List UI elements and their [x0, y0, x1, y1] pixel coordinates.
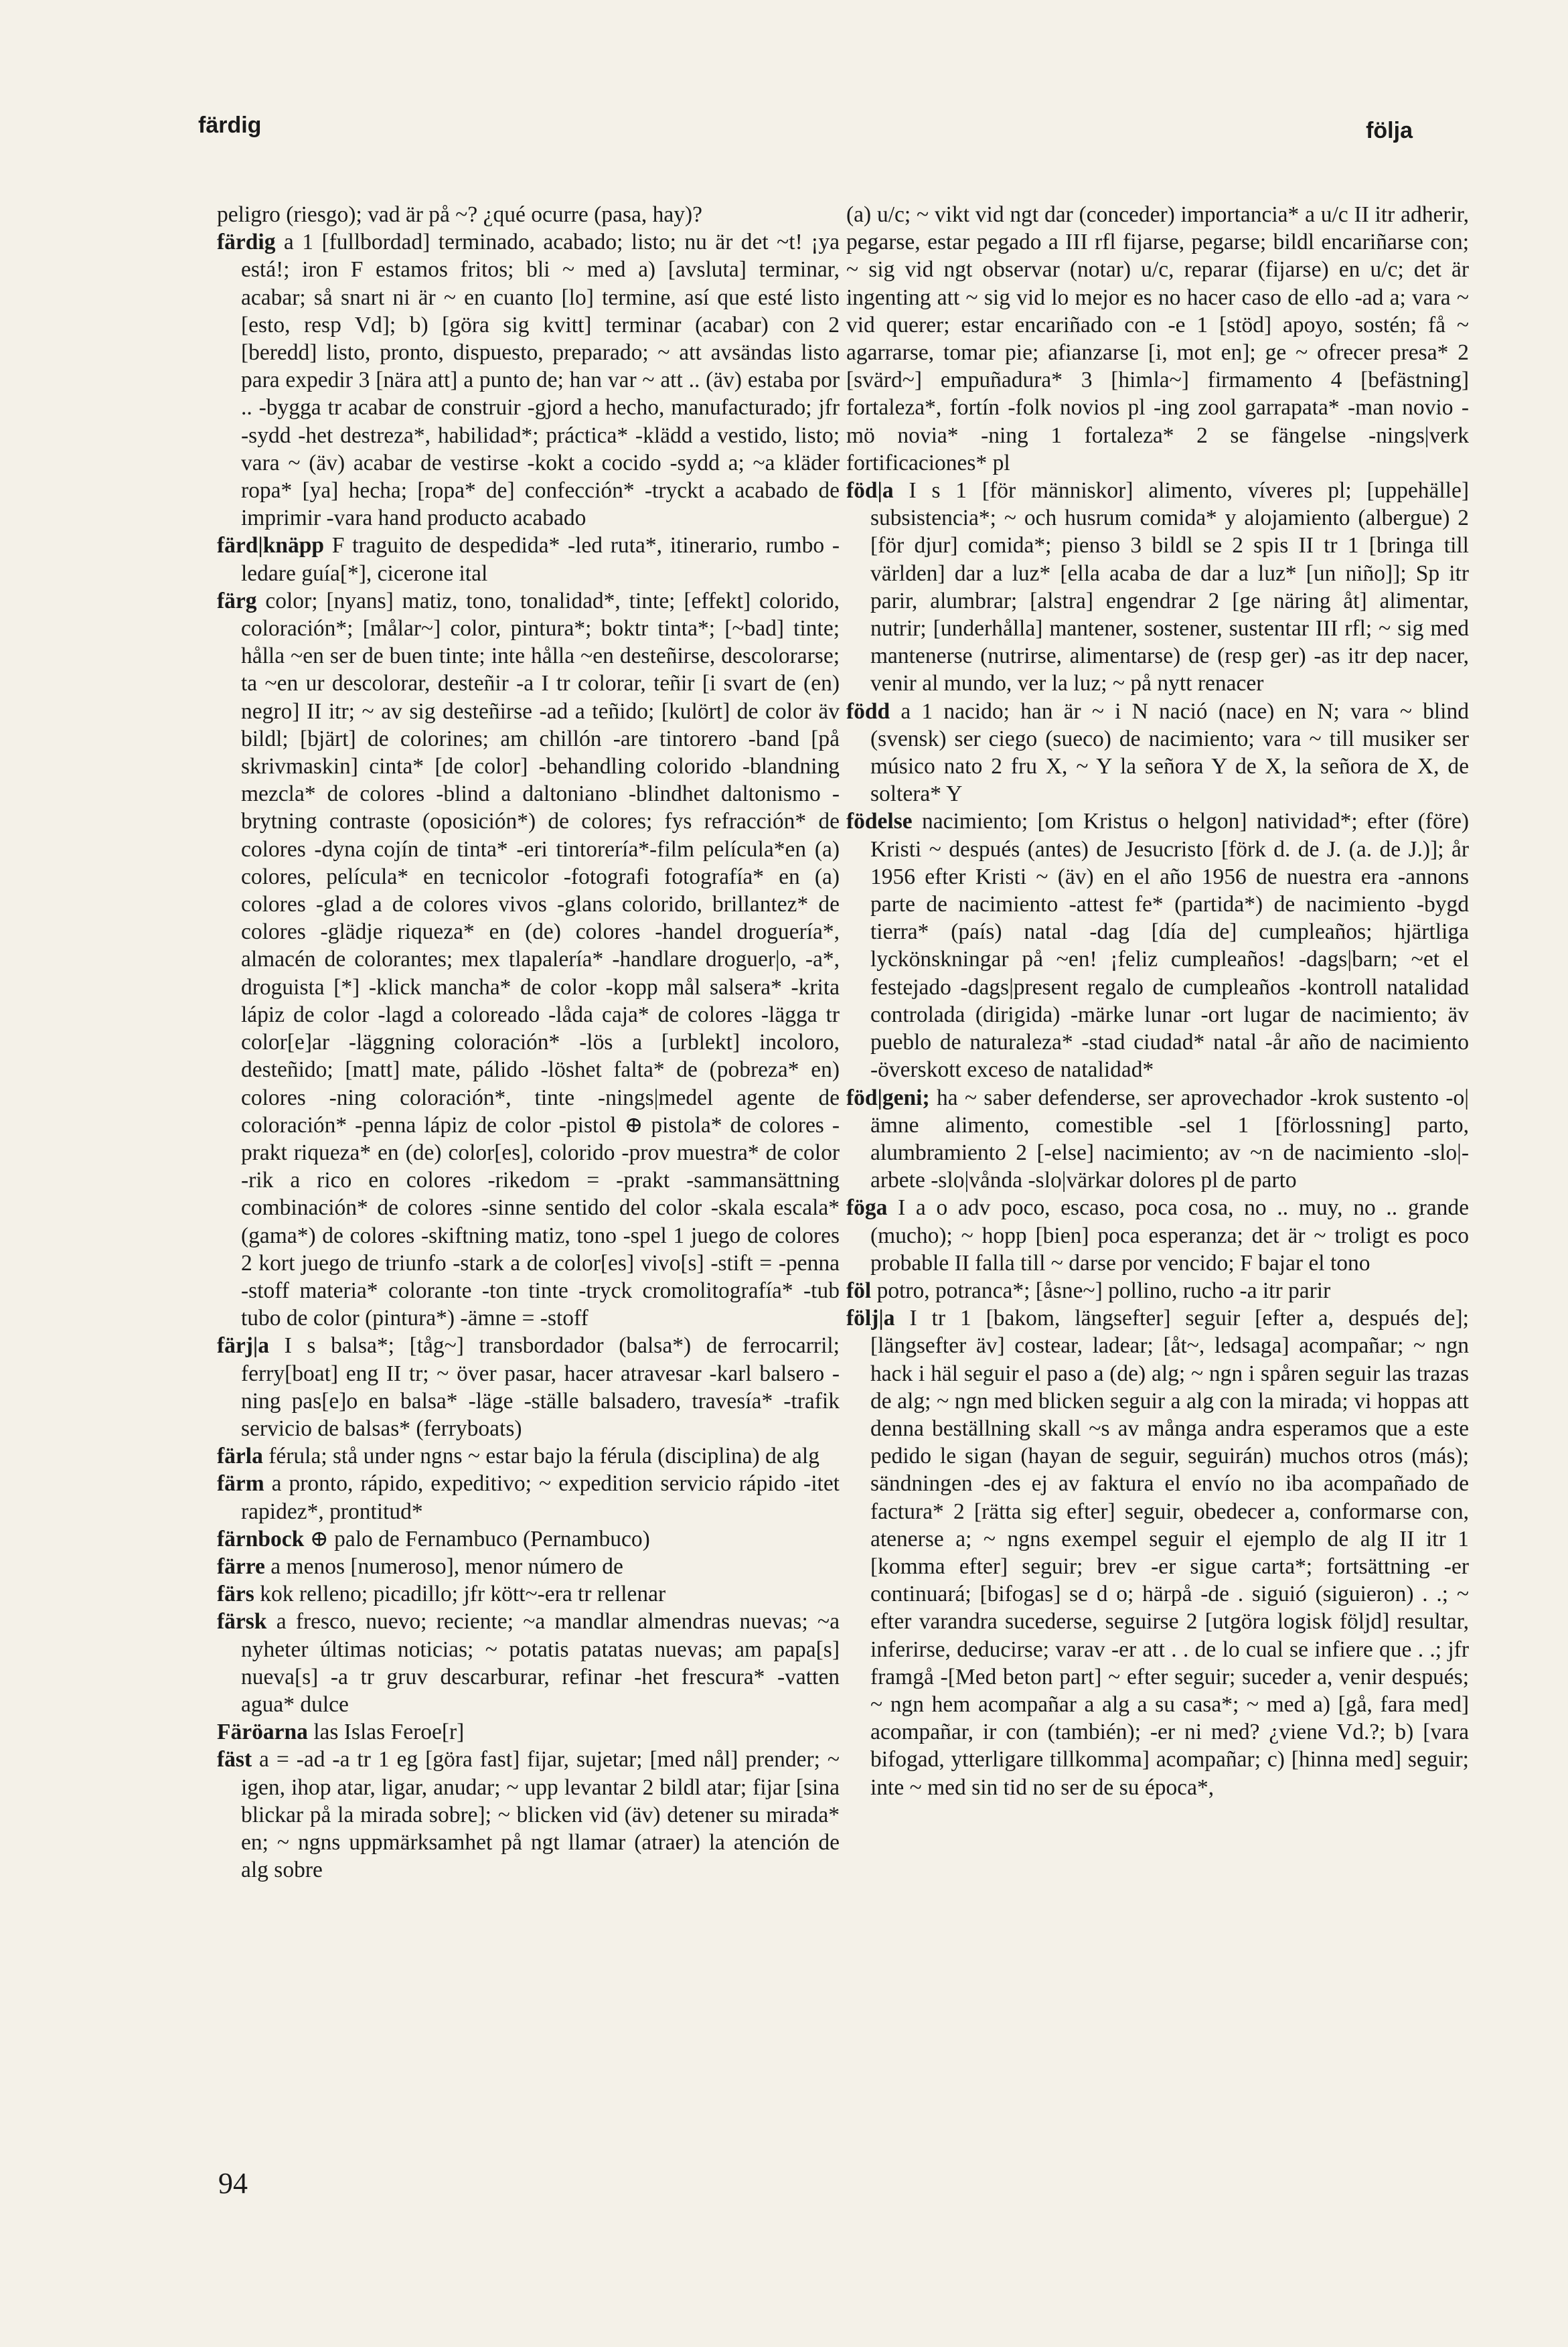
dictionary-entry: föd|geni; ha ~ saber defenderse, ser aprovechador -krok sustento -o|ämne alimento, comestible -sel 1 [förlossning] parto, alumbramiento 2 [-else] nacimiento; av ~n de nacimiento -slo|-arbete -slo|vånda -slo|värkar dolores pl de parto [846, 1085, 1469, 1193]
headword: färsk [217, 1609, 267, 1635]
headword: föd|a [846, 478, 894, 504]
headword: färg [217, 588, 257, 613]
headword: föga [846, 1195, 888, 1221]
dictionary-entry: färg color; [nyans] matiz, tono, tonalidad*, tinte; [effekt] colorido, coloración*; [målar~] color, pintura*; boktr tinta*; [~bad] tinte; hålla ~en ser de buen tinte; inte hålla ~en desteñirse, descolorarse; ta ~en ur descolorar, desteñir -a I tr colorar, teñir [i svart de (en) negro] II itr; ~ av sig desteñirse -ad a teñido; [kulört] de color äv bildl; [bjärt] de colorines; am chillón -are tintorero -band [på skrivmaskin] cinta* [de color] -behandling colorido -blandning mezcla* de colores -blind a daltoniano -blindhet daltonismo -brytning contraste (oposición*) de colores; fys refracción* de colores -dyna cojín de tinta* -eri tintorería*-film película*en (a) colores, película* en tecnicolor -fotografi fotografía* en (a) colores -glad a de colores vivos -glans colorido, brillantez* de colores -glädje riqueza* en (de) colores -handel droguería*, almacén de colorantes; mex tlapalería* -handlare droguer|o, -a*, droguista [*] -klick mancha* de color -kopp mål salsera* -krita lápiz de color -lagd a coloreado -låda caja* de colores -lägga tr color[e]ar -läggning coloración* -lös a [urblekt] incoloro, desteñido; [matt] mate, pálido -löshet falta* de (pobreza* en) colores -ning coloración*, tinte -nings|medel agente de coloración* -penna lápiz de color -pistol ⊕ pistola* de colores -prakt riqueza* en (de) color[es], colorido -prov muestra* de color -rik a rico en colores -rikedom = -prakt -sammansättning combinación* de colores -sinne sentido del color -skala escala* (gama*) de colores -skiftning matiz, tono -spel 1 juego de colores 2 kort juego de triunfo -stark a de color[es] vivo[s] -stift = -penna -stoff materia* colorante -ton tinte -tryck cromolitografía* -tub tubo de color (pintura*) -ämne = -stoff [217, 588, 840, 1331]
left-column [217, 201, 840, 1884]
dictionary-entry: färsk a fresco, nuevo; reciente; ~a mandlar almendras nuevas; ~a nyheter últimas noticias; ~ potatis patatas nuevas; am papa[s] nueva[s] -a tr gruv descarburar, refinar -het frescura* -vatten agua* dulce [217, 1609, 840, 1717]
dictionary-entry: färm a pronto, rápido, expeditivo; ~ expedition servicio rápido -itet rapidez*, prontitud* [217, 1471, 840, 1524]
page-number: 94 [218, 2167, 248, 2200]
running-head-left: färdig [198, 112, 262, 138]
headword: färs [217, 1582, 254, 1607]
headword: följ|a [846, 1306, 895, 1331]
dictionary-entry: färla férula; stå under ngns ~ estar bajo la férula (disciplina) de alg [217, 1444, 819, 1469]
dictionary-entry: född a 1 nacido; han är ~ i N nació (nace) en N; vara ~ blind (svensk) ser ciego (sueco) de nacimiento; vara ~ till musiker ser músico nato 2 fru X, ~ Y la señora Y de X, la señora de X, de soltera* Y [846, 698, 1469, 807]
dictionary-entry: föd|a I s 1 [för människor] alimento, víveres pl; [uppehälle] subsistencia*; ~ och husrum comida* y alojamiento (albergue) 2 [för djur] comida*; pienso 3 bildl se 2 spis II tr 1 [bringa till världen] dar a luz* [ella acaba de dar a luz* [un niño]]; Sp itr parir, alumbrar; [alstra] engendrar 2 [ge näring åt] alimentar, nutrir; [underhålla] mantener, sostener, sustentar III rfl; ~ sig med mantenerse (nutrirse, alimentarse) de (resp ger) -as itr dep nacer, venir al mundo, ver la luz; ~ på nytt renacer [846, 478, 1469, 696]
dictionary-entry: färs kok relleno; picadillo; jfr kött~-era tr rellenar [217, 1582, 666, 1607]
dictionary-entry: färj|a I s balsa*; [tåg~] transbordador (balsa*) de ferrocarril; ferry[boat] eng II tr; ~ över pasar, hacer atravesar -karl balsero -ning pas[e]o en balsa* -läge -ställe balsadero, travesía* -trafik servicio de balsas* (ferryboats) [217, 1333, 840, 1441]
headword: föd|geni; [846, 1085, 930, 1110]
headword: fäst [217, 1747, 252, 1772]
dictionary-entry: fäst a = -ad -a tr 1 eg [göra fast] fijar, sujetar; [med nål] prender; ~ igen, ihop atar, ligar, anudar; ~ upp levantar 2 bildl atar; fijar [sina blickar på la mirada sobre]; ~ blicken vid (äv) detener su mirada* en; ~ ngns uppmärksamhet på ngt llamar (atraer) la atención de alg sobre [217, 1747, 840, 1883]
headword: färm [217, 1471, 264, 1497]
dictionary-entry: föl potro, potranca*; [åsne~] pollino, rucho -a itr parir [846, 1278, 1331, 1303]
dictionary-entry: födelse nacimiento; [om Kristus o helgon] natividad*; efter (före) Kristi ~ después (antes) de Jesucristo [förk d. de J. (a. de J.)]; år 1956 efter Kristi ~ (äv) en el año 1956 de nuestra era -annons parte de nacimiento -attest fe* (partida*) de nacimiento -bygd tierra* (país) natal -dag [día de] cumpleaños; hjärtliga lyckönskningar på ~en! ¡feliz cumpleaños! -dags|barn; ~et el festejado -dags|present regalo de cumpleaños -kontroll natalidad controlada (dirigida) -märke lunar -ort lugar de nacimiento; äv pueblo de naturaleza* -stad ciudad* natal -år año de nacimiento -överskott exceso de natalidad* [846, 809, 1469, 1083]
headword: färd|knäpp [217, 533, 325, 558]
dictionary-entry: färd|knäpp F traguito de despedida* -led ruta*, itinerario, rumbo -ledare guía[*], cicerone ital [217, 533, 840, 586]
headword: födelse [846, 809, 913, 834]
headword: född [846, 698, 890, 724]
headword: färj|a [217, 1333, 270, 1359]
headword: färnbock [217, 1526, 305, 1551]
dictionary-entry: färre a menos [numeroso], menor número de [217, 1554, 623, 1579]
dictionary-entry: Färöarna las Islas Feroe[r] [217, 1720, 465, 1745]
running-head-right: följa [1366, 118, 1413, 143]
dictionary-entry: färdig a 1 [fullbordad] terminado, acabado; listo; nu är det ~t! ¡ya está!; iron F estamos fritos; bli ~ med a) [avsluta] terminar, acabar; så snart ni är ~ en cuanto [lo] termine, así que esté listo [esto, resp Vd]; b) [göra sig kvitt] terminar (acabar) con 2 [beredd] listo, pronto, dispuesto, preparado; ~ att avsändas listo para expedir 3 [nära att] a punto de; han var ~ att .. (äv) estaba por .. -bygga tr acabar de construir -gjord a hecho, manufacturado; jfr -sydd -het destreza*, habilidad*; práctica* -klädd a vestido, listo; vara ~ (äv) acabar de vestirse -kokt a cocido -sydd a; ~a kläder ropa* [ya] hecha; [ropa* de] confección* -tryckt a acabado de imprimir -vara hand producto acabado [217, 230, 840, 531]
dictionary-entry: (a) u/c; ~ vikt vid ngt dar (conceder) importancia* a u/c II itr adherir, pegarse, estar pegado a III rfl fijarse, pegarse; bildl encariñarse con; ~ sig vid ngt observar (notar) u/c, reparar (fijarse) en u/c; det är ingenting att ~ sig vid lo mejor es no hacer caso de ello -ad a; vara ~ vid querer; estar encariñado con -e 1 [stöd] apoyo, sostén; få ~ agarrarse, tomar pie; afianzarse [i, mot en]; ge ~ ofrecer presa* 2 [svärd~] empuñadura* 3 [himla~] firmamento 4 [befästning] fortaleza*, fortín -folk novios pl -ing zool garrapata* -man novio -mö novia* -ning 1 fortaleza* 2 se fängelse -nings|verk fortificaciones* pl [846, 202, 1469, 475]
dictionary-entry: följ|a I tr 1 [bakom, längsefter] seguir [efter a, después de]; [längsefter äv] costear, ladear; [åt~, ledsaga] acompañar; ~ ngn hack i häl seguir el paso a (de) alg; ~ ngn i spåren seguir las trazas de alg; ~ ngn med blicken seguir a alg con la mirada; vi hoppas att denna beställning skall ~s av många andra esperamos que a este pedido le sigan (hayan de seguir, seguirán) muchos otros (más); sändningen -des ej av faktura el envío no iba acompañado de factura* 2 [rätta sig efter] seguir, obedecer a, conformarse con, atenerse a; ~ ngns exempel seguir el ejemplo de alg II itr 1 [komma efter] seguir; brev -er sigue carta*; fortsättning -er continuará; [bifogas] se d o; härpå -de . siguió (siguieron) . .; ~ efter varandra sucederse, seguirse 2 [utgöra logisk följd] resultar, inferirse, deducirse; varav -er att . . de lo cual se infiere que . .; jfr framgå -[Med beton part] ~ efter seguir; suceder a, venir después; ~ ngn hem acompañar a alg a su casa*; ~ med a) [gå, fara med] acompañar, ir con (también); -er ni med? ¿viene Vd.?; b) [vara bifogad, ytterligare tillkomma] acompañar; c) [hinna med] seguir; inte ~ med sin tid no ser de su época*, [846, 1306, 1469, 1800]
right-column [846, 201, 1469, 1801]
headword: färre [217, 1554, 265, 1579]
headword: Färöarna [217, 1720, 308, 1745]
headword: färla [217, 1444, 263, 1469]
headword: färdig [217, 230, 276, 255]
dictionary-entry: föga I a o adv poco, escaso, poca cosa, no .. muy, no .. grande (mucho); ~ hopp [bien] poca esperanza; det är ~ troligt es poco probable II falla till ~ darse por vencido; F bajar el tono [846, 1195, 1469, 1276]
dictionary-entry: färnbock ⊕ palo de Fernambuco (Pernambuco) [217, 1526, 650, 1551]
headword: föl [846, 1278, 872, 1303]
dictionary-entry: peligro (riesgo); vad är på ~? ¿qué ocurre (pasa, hay)? [217, 202, 702, 227]
